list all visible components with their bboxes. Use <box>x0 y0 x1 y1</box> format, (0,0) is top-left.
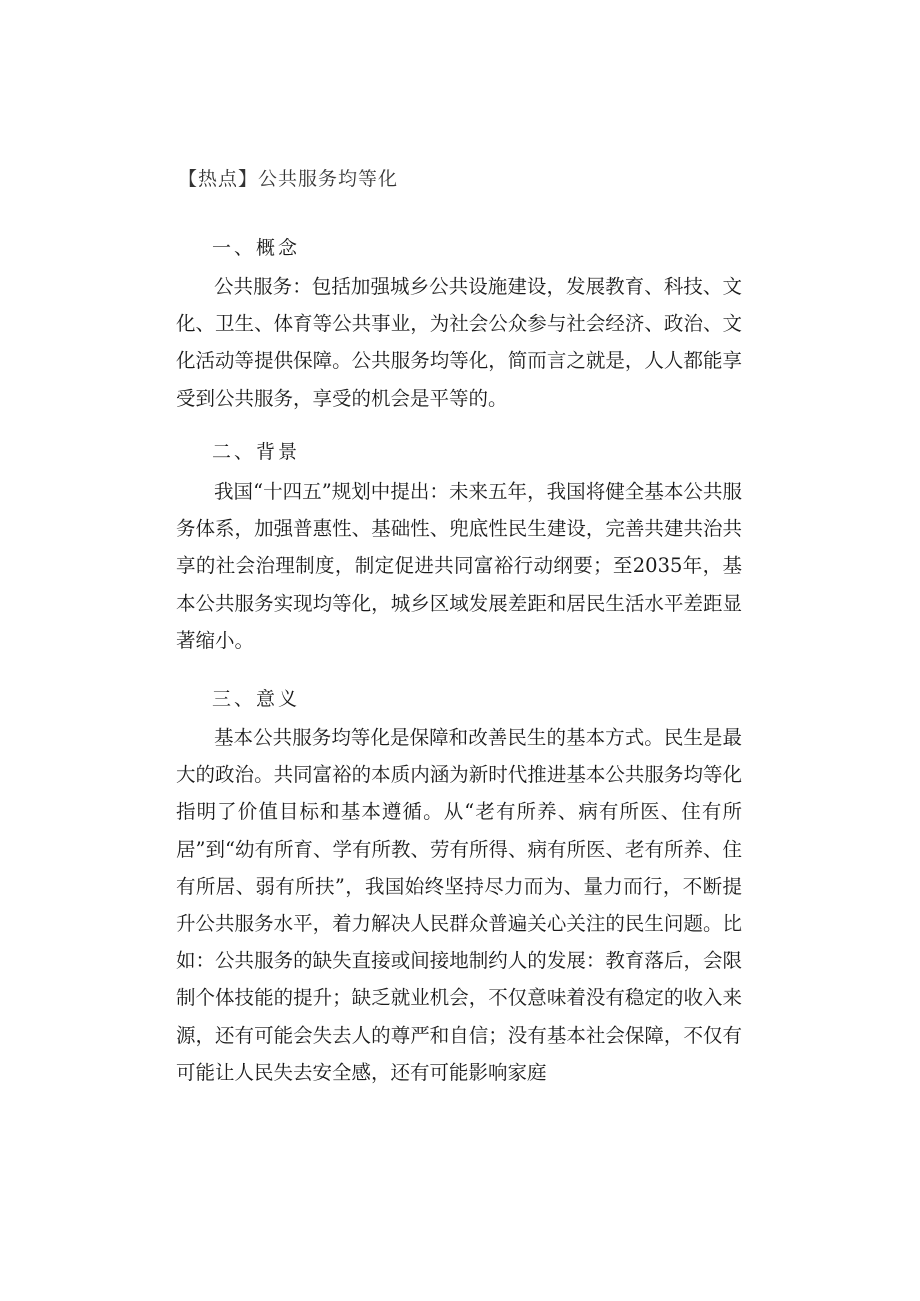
section-heading-background: 二、背景 <box>212 441 301 463</box>
section-heading-significance: 三、意义 <box>212 688 301 710</box>
section-paragraph-background: 我国“十四五”规划中提出：未来五年，我国将健全基本公共服务体系，加强普惠性、基础性、兜底性民生建设，完善共建共治共享的社会治理制度，制定促进共同富裕行动纲要；至2035年，基本公共服务实现均等化，城乡区域发展差距和居民生活水平差距显著缩小。 <box>176 480 742 652</box>
page-title: 【热点】公共服务均等化 <box>178 168 399 190</box>
section-heading-concept: 一、概念 <box>212 237 301 259</box>
section-paragraph-concept: 公共服务：包括加强城乡公共设施建设，发展教育、科技、文化、卫生、体育等公共事业，为社会公众参与社会经济、政治、文化活动等提供保障。公共服务均等化，简而言之就是，人人都能享受到公共服务，享受的机会是平等的。 <box>176 275 742 410</box>
section-paragraph-significance: 基本公共服务均等化是保障和改善民生的基本方式。民生是最大的政治。共同富裕的本质内涵为新时代推进基本公共服务均等化指明了价值目标和基本遵循。从“老有所养、病有所医、住有所居”到“幼有所育、学有所教、劳有所得、病有所医、老有所养、住有所居、弱有所扶”，我国始终坚持尽力而为、量力而行，不断提升公共服务水平，着力解决人民群众普遍关心关注的民生问题。比如：公共服务的缺失直接或间接地制约人的发展：教育落后，会限制个体技能的提升；缺乏就业机会，不仅意味着没有稳定的收入来源，还有可能会失去人的尊严和自信；没有基本社会保障，不仅有可能让人民失去安全感，还有可能影响家庭 <box>176 726 742 1084</box>
